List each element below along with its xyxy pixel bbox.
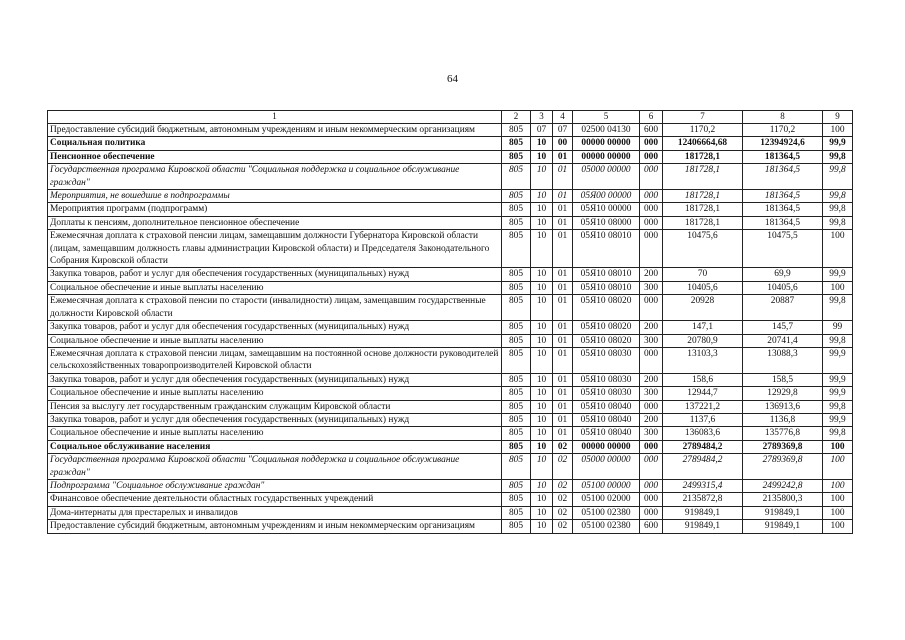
target-article-cell: 05000 00000 xyxy=(573,454,640,480)
actual-amount-cell: 20887 xyxy=(743,295,823,321)
name-cell: Пенсия за выслугу лет государственным гражданским служащим Кировской области xyxy=(48,400,502,413)
planned-amount-cell: 12944,7 xyxy=(663,387,743,400)
planned-amount-cell: 2789484,2 xyxy=(663,454,743,480)
section-cell: 10 xyxy=(531,454,553,480)
planned-amount-cell: 2789484,2 xyxy=(663,440,743,453)
subsection-cell: 01 xyxy=(553,203,573,216)
section-cell: 10 xyxy=(531,479,553,492)
table-row xyxy=(48,230,853,268)
expense-type-cell: 000 xyxy=(640,203,663,216)
table-row xyxy=(48,124,853,137)
expense-type-cell: 000 xyxy=(640,164,663,190)
name-cell: Предоставление субсидий бюджетным, автономным учреждениям и иным некоммерческим организациям xyxy=(48,520,502,533)
actual-amount-cell: 12394924,6 xyxy=(743,137,823,150)
expense-type-cell: 000 xyxy=(640,150,663,163)
planned-amount-cell: 13103,3 xyxy=(663,347,743,373)
table-row xyxy=(48,373,853,386)
subsection-cell: 01 xyxy=(553,347,573,373)
name-cell: Ежемесячная доплата к страховой пенсии лицам, замещавшим должности Губернатора Кировской области (лицам, замещавшим должность главы администрации Кировской области) и Председателя Законодательного Собрания Кировской области xyxy=(48,230,502,268)
planned-amount-cell: 2135872,8 xyxy=(663,493,743,506)
section-cell: 10 xyxy=(531,334,553,347)
expense-type-cell: 200 xyxy=(640,268,663,281)
planned-amount-cell: 181728,1 xyxy=(663,190,743,203)
subsection-cell: 01 xyxy=(553,334,573,347)
table-row xyxy=(48,295,853,321)
actual-amount-cell: 1136,8 xyxy=(743,413,823,426)
name-cell: Ежемесячная доплата к страховой пенсии по старости (инвалидности) лицам, замещавшим государственные должности Кировской области xyxy=(48,295,502,321)
section-cell: 10 xyxy=(531,400,553,413)
table-row xyxy=(48,427,853,440)
planned-amount-cell: 158,6 xyxy=(663,373,743,386)
table-header-row xyxy=(48,111,853,124)
table-row xyxy=(48,387,853,400)
name-cell: Дома-интернаты для престарелых и инвалидов xyxy=(48,506,502,519)
section-cell: 10 xyxy=(531,347,553,373)
target-article-cell: 00000 00000 xyxy=(573,137,640,150)
table-row xyxy=(48,150,853,163)
gov-code-cell: 805 xyxy=(502,321,531,334)
subsection-cell: 01 xyxy=(553,150,573,163)
subsection-cell: 01 xyxy=(553,268,573,281)
actual-amount-cell: 10405,6 xyxy=(743,281,823,294)
gov-code-cell: 805 xyxy=(502,413,531,426)
table-row xyxy=(48,137,853,150)
subsection-cell: 01 xyxy=(553,281,573,294)
table-body xyxy=(48,124,853,534)
name-cell: Социальное обеспечение и иные выплаты населению xyxy=(48,334,502,347)
section-cell: 10 xyxy=(531,268,553,281)
gov-code-cell: 805 xyxy=(502,203,531,216)
percent-cell: 99,9 xyxy=(823,387,853,400)
target-article-cell: 05Я10 08030 xyxy=(573,347,640,373)
percent-cell: 99 xyxy=(823,321,853,334)
column-header: 7 xyxy=(663,111,743,124)
percent-cell: 100 xyxy=(823,493,853,506)
expense-type-cell: 000 xyxy=(640,347,663,373)
actual-amount-cell: 2789369,8 xyxy=(743,440,823,453)
planned-amount-cell: 12406664,68 xyxy=(663,137,743,150)
table-row xyxy=(48,203,853,216)
percent-cell: 99,8 xyxy=(823,216,853,229)
expense-type-cell: 000 xyxy=(640,506,663,519)
expense-type-cell: 000 xyxy=(640,190,663,203)
target-article-cell: 05Я10 00000 xyxy=(573,203,640,216)
gov-code-cell: 805 xyxy=(502,281,531,294)
actual-amount-cell: 13088,3 xyxy=(743,347,823,373)
section-cell: 10 xyxy=(531,203,553,216)
section-cell: 10 xyxy=(531,373,553,386)
name-cell: Мероприятия, не вошедшие в подпрограммы xyxy=(48,190,502,203)
subsection-cell: 02 xyxy=(553,440,573,453)
target-article-cell: 00000 00000 xyxy=(573,150,640,163)
subsection-cell: 01 xyxy=(553,190,573,203)
actual-amount-cell: 181364,5 xyxy=(743,190,823,203)
planned-amount-cell: 147,1 xyxy=(663,321,743,334)
name-cell: Пенсионное обеспечение xyxy=(48,150,502,163)
expense-type-cell: 600 xyxy=(640,520,663,533)
target-article-cell: 05Я10 08010 xyxy=(573,268,640,281)
expense-type-cell: 600 xyxy=(640,124,663,137)
name-cell: Государственная программа Кировской области "Социальная поддержка и социальное обслуживание граждан" xyxy=(48,454,502,480)
subsection-cell: 00 xyxy=(553,137,573,150)
subsection-cell: 01 xyxy=(553,373,573,386)
gov-code-cell: 805 xyxy=(502,334,531,347)
percent-cell: 99,9 xyxy=(823,413,853,426)
planned-amount-cell: 10405,6 xyxy=(663,281,743,294)
actual-amount-cell: 12929,8 xyxy=(743,387,823,400)
table-row xyxy=(48,164,853,190)
percent-cell: 99,8 xyxy=(823,190,853,203)
target-article-cell: 05Я10 08030 xyxy=(573,373,640,386)
percent-cell: 99,9 xyxy=(823,268,853,281)
percent-cell: 100 xyxy=(823,479,853,492)
planned-amount-cell: 919849,1 xyxy=(663,520,743,533)
expense-type-cell: 000 xyxy=(640,230,663,268)
section-cell: 10 xyxy=(531,440,553,453)
table-row xyxy=(48,400,853,413)
planned-amount-cell: 20780,9 xyxy=(663,334,743,347)
subsection-cell: 01 xyxy=(553,427,573,440)
actual-amount-cell: 2789369,8 xyxy=(743,454,823,480)
gov-code-cell: 805 xyxy=(502,440,531,453)
percent-cell: 99,8 xyxy=(823,164,853,190)
percent-cell: 100 xyxy=(823,454,853,480)
percent-cell: 99,8 xyxy=(823,150,853,163)
planned-amount-cell: 181728,1 xyxy=(663,150,743,163)
section-cell: 07 xyxy=(531,124,553,137)
section-cell: 10 xyxy=(531,137,553,150)
section-cell: 10 xyxy=(531,506,553,519)
subsection-cell: 01 xyxy=(553,216,573,229)
expense-type-cell: 300 xyxy=(640,334,663,347)
actual-amount-cell: 181364,5 xyxy=(743,164,823,190)
expense-type-cell: 300 xyxy=(640,281,663,294)
percent-cell: 99,9 xyxy=(823,373,853,386)
planned-amount-cell: 1137,6 xyxy=(663,413,743,426)
planned-amount-cell: 137221,2 xyxy=(663,400,743,413)
target-article-cell: 05Я10 08010 xyxy=(573,281,640,294)
actual-amount-cell: 1170,2 xyxy=(743,124,823,137)
subsection-cell: 01 xyxy=(553,321,573,334)
gov-code-cell: 805 xyxy=(502,164,531,190)
name-cell: Подпрограмма "Социальное обслуживание граждан" xyxy=(48,479,502,492)
subsection-cell: 02 xyxy=(553,506,573,519)
table-row xyxy=(48,506,853,519)
subsection-cell: 01 xyxy=(553,164,573,190)
target-article-cell: 05Я10 08020 xyxy=(573,321,640,334)
gov-code-cell: 805 xyxy=(502,373,531,386)
subsection-cell: 01 xyxy=(553,295,573,321)
name-cell: Закупка товаров, работ и услуг для обеспечения государственных (муниципальных) нужд xyxy=(48,373,502,386)
percent-cell: 99,9 xyxy=(823,137,853,150)
target-article-cell: 05Я10 08020 xyxy=(573,295,640,321)
table-row xyxy=(48,493,853,506)
planned-amount-cell: 10475,6 xyxy=(663,230,743,268)
gov-code-cell: 805 xyxy=(502,150,531,163)
expense-type-cell: 300 xyxy=(640,427,663,440)
percent-cell: 99,8 xyxy=(823,427,853,440)
table-row xyxy=(48,520,853,533)
planned-amount-cell: 70 xyxy=(663,268,743,281)
expense-type-cell: 000 xyxy=(640,493,663,506)
gov-code-cell: 805 xyxy=(502,230,531,268)
target-article-cell: 05100 02380 xyxy=(573,506,640,519)
target-article-cell: 05Я10 08040 xyxy=(573,400,640,413)
actual-amount-cell: 69,9 xyxy=(743,268,823,281)
target-article-cell: 05Я10 08040 xyxy=(573,427,640,440)
subsection-cell: 01 xyxy=(553,400,573,413)
column-header: 5 xyxy=(573,111,640,124)
table-row xyxy=(48,479,853,492)
name-cell: Социальная политика xyxy=(48,137,502,150)
expense-type-cell: 200 xyxy=(640,373,663,386)
actual-amount-cell: 181364,5 xyxy=(743,203,823,216)
actual-amount-cell: 181364,5 xyxy=(743,150,823,163)
table-row xyxy=(48,190,853,203)
section-cell: 10 xyxy=(531,387,553,400)
budget-table xyxy=(47,110,853,534)
column-header: 1 xyxy=(48,111,502,124)
target-article-cell: 02500 04130 xyxy=(573,124,640,137)
percent-cell: 99,8 xyxy=(823,400,853,413)
gov-code-cell: 805 xyxy=(502,137,531,150)
percent-cell: 99,9 xyxy=(823,347,853,373)
name-cell: Государственная программа Кировской области "Социальная поддержка и социальное обслуживание граждан" xyxy=(48,164,502,190)
section-cell: 10 xyxy=(531,493,553,506)
expense-type-cell: 000 xyxy=(640,440,663,453)
gov-code-cell: 805 xyxy=(502,216,531,229)
planned-amount-cell: 181728,1 xyxy=(663,203,743,216)
subsection-cell: 07 xyxy=(553,124,573,137)
planned-amount-cell: 919849,1 xyxy=(663,506,743,519)
column-header: 4 xyxy=(553,111,573,124)
section-cell: 10 xyxy=(531,520,553,533)
percent-cell: 100 xyxy=(823,124,853,137)
actual-amount-cell: 2499242,8 xyxy=(743,479,823,492)
table-row xyxy=(48,440,853,453)
gov-code-cell: 805 xyxy=(502,190,531,203)
table-row xyxy=(48,281,853,294)
percent-cell: 99,8 xyxy=(823,334,853,347)
section-cell: 10 xyxy=(531,295,553,321)
gov-code-cell: 805 xyxy=(502,347,531,373)
gov-code-cell: 805 xyxy=(502,454,531,480)
gov-code-cell: 805 xyxy=(502,124,531,137)
name-cell: Социальное обеспечение и иные выплаты населению xyxy=(48,387,502,400)
table-row xyxy=(48,321,853,334)
gov-code-cell: 805 xyxy=(502,387,531,400)
planned-amount-cell: 181728,1 xyxy=(663,164,743,190)
subsection-cell: 02 xyxy=(553,454,573,480)
name-cell: Социальное обеспечение и иные выплаты населению xyxy=(48,281,502,294)
percent-cell: 100 xyxy=(823,520,853,533)
target-article-cell: 05Я10 08000 xyxy=(573,216,640,229)
gov-code-cell: 805 xyxy=(502,295,531,321)
gov-code-cell: 805 xyxy=(502,520,531,533)
section-cell: 10 xyxy=(531,216,553,229)
name-cell: Социальное обслуживание населения xyxy=(48,440,502,453)
gov-code-cell: 805 xyxy=(502,506,531,519)
section-cell: 10 xyxy=(531,150,553,163)
name-cell: Закупка товаров, работ и услуг для обеспечения государственных (муниципальных) нужд xyxy=(48,413,502,426)
name-cell: Доплаты к пенсиям, дополнительное пенсионное обеспечение xyxy=(48,216,502,229)
planned-amount-cell: 1170,2 xyxy=(663,124,743,137)
name-cell: Закупка товаров, работ и услуг для обеспечения государственных (муниципальных) нужд xyxy=(48,268,502,281)
section-cell: 10 xyxy=(531,321,553,334)
actual-amount-cell: 135776,8 xyxy=(743,427,823,440)
target-article-cell: 00000 00000 xyxy=(573,440,640,453)
subsection-cell: 01 xyxy=(553,230,573,268)
table-row xyxy=(48,413,853,426)
actual-amount-cell: 136913,6 xyxy=(743,400,823,413)
expense-type-cell: 200 xyxy=(640,321,663,334)
subsection-cell: 01 xyxy=(553,413,573,426)
column-header: 6 xyxy=(640,111,663,124)
planned-amount-cell: 2499315,4 xyxy=(663,479,743,492)
target-article-cell: 05Я10 08040 xyxy=(573,413,640,426)
expense-type-cell: 200 xyxy=(640,413,663,426)
expense-type-cell: 000 xyxy=(640,400,663,413)
table-row xyxy=(48,268,853,281)
section-cell: 10 xyxy=(531,281,553,294)
percent-cell: 100 xyxy=(823,281,853,294)
name-cell: Закупка товаров, работ и услуг для обеспечения государственных (муниципальных) нужд xyxy=(48,321,502,334)
target-article-cell: 05Я00 00000 xyxy=(573,190,640,203)
target-article-cell: 05100 00000 xyxy=(573,479,640,492)
actual-amount-cell: 181364,5 xyxy=(743,216,823,229)
actual-amount-cell: 919849,1 xyxy=(743,506,823,519)
gov-code-cell: 805 xyxy=(502,493,531,506)
name-cell: Социальное обеспечение и иные выплаты населению xyxy=(48,427,502,440)
table-row xyxy=(48,334,853,347)
table-row xyxy=(48,454,853,480)
expense-type-cell: 300 xyxy=(640,387,663,400)
name-cell: Предоставление субсидий бюджетным, автономным учреждениям и иным некоммерческим организациям xyxy=(48,124,502,137)
percent-cell: 100 xyxy=(823,506,853,519)
gov-code-cell: 805 xyxy=(502,400,531,413)
percent-cell: 100 xyxy=(823,440,853,453)
section-cell: 10 xyxy=(531,190,553,203)
name-cell: Финансовое обеспечение деятельности областных государственных учреждений xyxy=(48,493,502,506)
table-row xyxy=(48,347,853,373)
section-cell: 10 xyxy=(531,164,553,190)
gov-code-cell: 805 xyxy=(502,427,531,440)
planned-amount-cell: 20928 xyxy=(663,295,743,321)
actual-amount-cell: 158,5 xyxy=(743,373,823,386)
target-article-cell: 05Я10 08010 xyxy=(573,230,640,268)
section-cell: 10 xyxy=(531,413,553,426)
name-cell: Мероприятия программ (подпрограмм) xyxy=(48,203,502,216)
target-article-cell: 05Я10 08030 xyxy=(573,387,640,400)
section-cell: 10 xyxy=(531,230,553,268)
target-article-cell: 05100 02380 xyxy=(573,520,640,533)
planned-amount-cell: 181728,1 xyxy=(663,216,743,229)
column-header: 2 xyxy=(502,111,531,124)
planned-amount-cell: 136083,6 xyxy=(663,427,743,440)
actual-amount-cell: 10475,5 xyxy=(743,230,823,268)
target-article-cell: 05Я10 08020 xyxy=(573,334,640,347)
expense-type-cell: 000 xyxy=(640,216,663,229)
percent-cell: 99,8 xyxy=(823,203,853,216)
target-article-cell: 05100 02000 xyxy=(573,493,640,506)
actual-amount-cell: 919849,1 xyxy=(743,520,823,533)
actual-amount-cell: 20741,4 xyxy=(743,334,823,347)
gov-code-cell: 805 xyxy=(502,268,531,281)
expense-type-cell: 000 xyxy=(640,137,663,150)
subsection-cell: 01 xyxy=(553,387,573,400)
actual-amount-cell: 2135800,3 xyxy=(743,493,823,506)
column-header: 9 xyxy=(823,111,853,124)
name-cell: Ежемесячная доплата к страховой пенсии лицам, замещавшим на постоянной основе должности руководителей сельскохозяйственных товаропроизводителей Кировской области xyxy=(48,347,502,373)
table-row xyxy=(48,216,853,229)
column-header: 3 xyxy=(531,111,553,124)
expense-type-cell: 000 xyxy=(640,479,663,492)
actual-amount-cell: 145,7 xyxy=(743,321,823,334)
subsection-cell: 02 xyxy=(553,493,573,506)
column-header: 8 xyxy=(743,111,823,124)
expense-type-cell: 000 xyxy=(640,295,663,321)
expense-type-cell: 000 xyxy=(640,454,663,480)
page-number: 64 xyxy=(447,73,458,85)
percent-cell: 100 xyxy=(823,230,853,268)
section-cell: 10 xyxy=(531,427,553,440)
subsection-cell: 02 xyxy=(553,520,573,533)
target-article-cell: 05000 00000 xyxy=(573,164,640,190)
percent-cell: 99,8 xyxy=(823,295,853,321)
gov-code-cell: 805 xyxy=(502,479,531,492)
subsection-cell: 02 xyxy=(553,479,573,492)
